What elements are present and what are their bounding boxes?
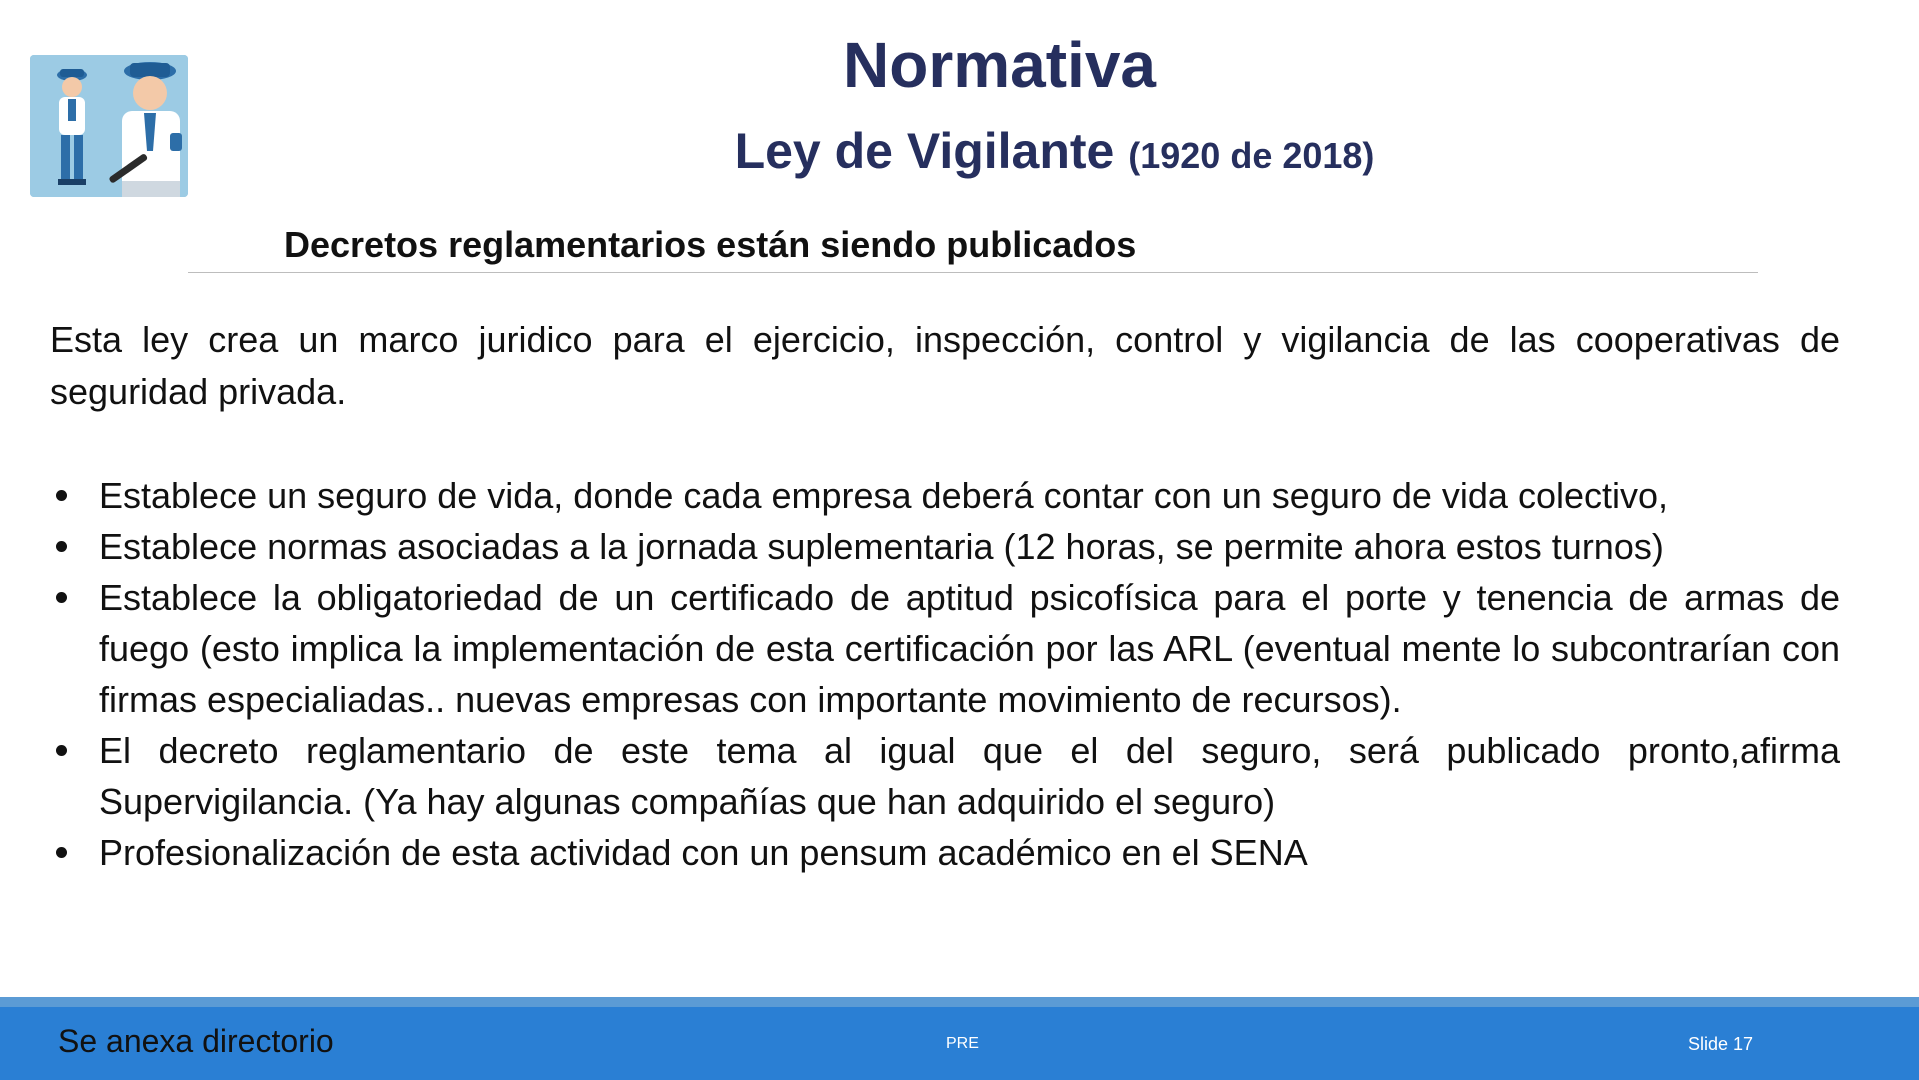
footer-stripe <box>0 997 1919 1007</box>
bullet-item <box>50 827 1840 878</box>
section-heading: Decretos reglamentarios están siendo publicados <box>284 224 1137 265</box>
bullet-dot <box>56 745 67 756</box>
subtitle-law-name: Ley de Vigilante <box>734 123 1115 179</box>
bullet-item <box>50 470 1840 521</box>
bullet-item <box>50 572 1840 725</box>
bullet-list <box>50 470 1840 878</box>
bullet-text: Establece un seguro de vida, donde cada empresa deberá contar con un seguro de vida colectivo, <box>99 475 1669 516</box>
slide-subtitle <box>95 122 1919 180</box>
heading-divider <box>188 272 1758 273</box>
bullet-item <box>50 725 1840 827</box>
intro-paragraph: Esta ley crea un marco juridico para el ejercicio, inspección, control y vigilancia de las cooperativas de seguridad privada. <box>50 319 1840 412</box>
slide-title: Normativa <box>843 29 1156 101</box>
subtitle-year: (1920 de 2018) <box>1128 135 1375 176</box>
bullet-dot <box>56 847 67 858</box>
bullet-item <box>50 521 1840 572</box>
bullet-text: Establece normas asociadas a la jornada suplementaria (12 horas, se permite ahora estos turnos) <box>99 526 1664 567</box>
footer-center-label: PRE <box>946 1035 979 1052</box>
bullet-text: Profesionalización de esta actividad con un pensum académico en el SENA <box>99 832 1308 873</box>
bullet-dot <box>56 592 67 603</box>
footer-bar <box>0 1007 1919 1080</box>
bullet-dot <box>56 541 67 552</box>
slide-number: Slide 17 <box>1688 1034 1754 1054</box>
bullet-text: El decreto reglamentario de este tema al igual que el del seguro, será publicado pronto,afirma Supervigilancia. (Ya hay algunas compañías que han adquirido el seguro) <box>99 730 1840 822</box>
footer-note: Se anexa directorio <box>58 1023 334 1059</box>
bullet-dot <box>56 490 67 501</box>
bullet-text: Establece la obligatoriedad de un certificado de aptitud psicofísica para el porte y tenencia de armas de fuego (esto implica la implementación de esta certificación por las ARL (eventual mente lo subcontrarían con firmas especialiadas.. nuevas empresas con importante movimiento de recursos). <box>99 577 1840 720</box>
